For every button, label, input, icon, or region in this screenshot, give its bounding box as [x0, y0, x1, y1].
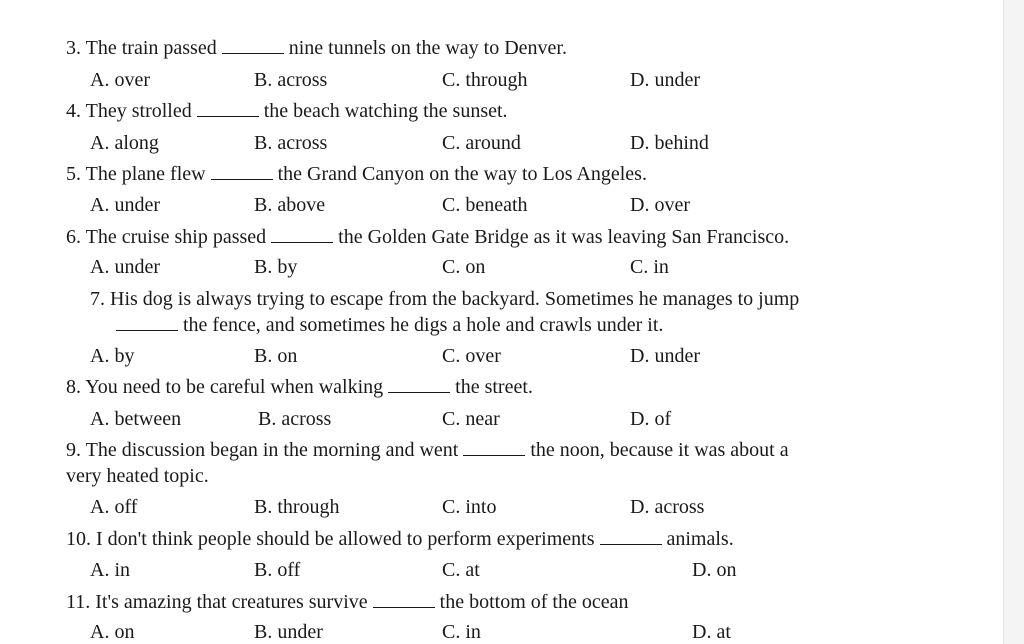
- option-b: B. by: [254, 256, 298, 278]
- option-b: B. across: [258, 408, 332, 430]
- question-7: [90, 286, 880, 312]
- question-number: 4.: [66, 100, 81, 122]
- option-b: B. on: [254, 345, 298, 367]
- question-5: [66, 162, 647, 186]
- question-text: They strolled: [85, 100, 192, 122]
- option-b: B. above: [254, 194, 326, 216]
- question-text: I don't think people should be allowed to perform experiments: [96, 528, 595, 550]
- answer-blank: [388, 376, 450, 393]
- option-d: D. of: [630, 408, 672, 430]
- option-c: C. through: [442, 69, 528, 91]
- option-b: B. under: [254, 621, 323, 643]
- question-text: His dog is always trying to escape from the backyard. Sometimes he manages to jump: [110, 288, 800, 310]
- option-c: C. over: [442, 345, 501, 367]
- question-text: the fence, and sometimes he digs a hole and crawls under it.: [183, 314, 664, 336]
- option-c: C. on: [442, 256, 486, 278]
- option-d: D. under: [630, 69, 700, 91]
- answer-blank: [211, 163, 273, 180]
- question-11: [66, 590, 628, 614]
- option-c: C. in: [442, 621, 481, 643]
- option-c: C. into: [442, 496, 497, 518]
- option-d: D. behind: [630, 132, 709, 154]
- option-b: B. off: [254, 559, 301, 581]
- question-7-continued: [116, 313, 663, 337]
- question-text: It's amazing that creatures survive: [95, 591, 368, 613]
- option-d: D. under: [630, 345, 700, 367]
- question-text: the bottom of the ocean: [439, 591, 629, 613]
- question-number: 8.: [66, 376, 81, 398]
- option-b: B. through: [254, 496, 340, 518]
- question-3: [66, 36, 567, 60]
- question-6: [66, 225, 789, 249]
- question-9-continued: very heated topic.: [66, 465, 209, 487]
- question-text: the noon, because it was about a: [530, 439, 789, 461]
- question-text: the Grand Canyon on the way to Los Angeles.: [277, 163, 647, 185]
- option-d: D. on: [692, 559, 737, 581]
- option-c: C. at: [442, 559, 480, 581]
- option-a: A. along: [90, 132, 159, 154]
- question-text: You need to be careful when walking: [85, 376, 384, 398]
- question-text: nine tunnels on the way to Denver.: [288, 37, 567, 59]
- answer-blank: [116, 314, 178, 331]
- option-a: A. by: [90, 345, 135, 367]
- answer-blank: [271, 226, 333, 243]
- question-number: 11.: [66, 591, 91, 613]
- option-d: D. at: [692, 621, 731, 643]
- question-text: the street.: [455, 376, 533, 398]
- answer-blank: [373, 591, 435, 608]
- answer-blank: [600, 528, 662, 545]
- question-text: the Golden Gate Bridge as it was leaving San Francisco.: [338, 226, 790, 248]
- answer-blank: [197, 100, 259, 117]
- option-a: A. in: [90, 559, 130, 581]
- question-8: [66, 375, 533, 399]
- answer-blank: [463, 439, 525, 456]
- option-c: C. near: [442, 408, 500, 430]
- question-text: The cruise ship passed: [85, 226, 267, 248]
- option-a: A. between: [90, 408, 182, 430]
- scrollbar[interactable]: [1003, 0, 1024, 644]
- question-text: The train passed: [85, 37, 217, 59]
- question-text: The discussion began in the morning and went: [85, 439, 459, 461]
- question-9: [66, 438, 789, 462]
- question-number: 6.: [66, 226, 81, 248]
- option-a: A. over: [90, 69, 150, 91]
- option-a: A. off: [90, 496, 138, 518]
- question-text: the beach watching the sunset.: [263, 100, 508, 122]
- option-d: D. over: [630, 194, 690, 216]
- question-number: 3.: [66, 37, 81, 59]
- question-10: [66, 527, 734, 551]
- question-number: 9.: [66, 439, 81, 461]
- option-a: A. under: [90, 194, 160, 216]
- option-d: D. across: [630, 496, 705, 518]
- option-d: C. in: [630, 256, 669, 278]
- question-number: 7.: [90, 288, 105, 310]
- option-a: A. under: [90, 256, 160, 278]
- question-number: 10.: [66, 528, 91, 550]
- question-text: animals.: [666, 528, 734, 550]
- question-text: The plane flew: [85, 163, 206, 185]
- answer-blank: [222, 37, 284, 54]
- option-b: B. across: [254, 69, 328, 91]
- option-c: C. beneath: [442, 194, 528, 216]
- option-b: B. across: [254, 132, 328, 154]
- question-4: [66, 99, 508, 123]
- option-c: C. around: [442, 132, 521, 154]
- option-a: A. on: [90, 621, 135, 643]
- question-number: 5.: [66, 163, 81, 185]
